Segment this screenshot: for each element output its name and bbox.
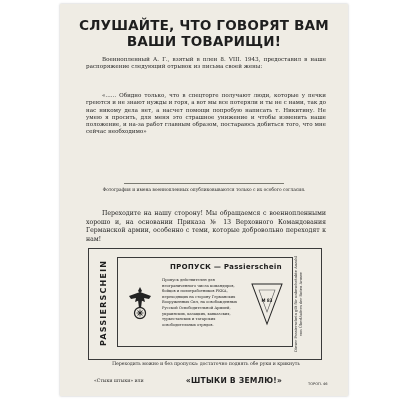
slogan-prefix: «Стыки штыки» или <box>94 379 144 384</box>
print-code: ТОРОП. 46 <box>308 382 328 386</box>
pass-title: ПРОПУСК — Passierschein <box>170 263 282 271</box>
leaflet-page <box>60 4 348 396</box>
intro-paragraph: Военнопленный А. Г., взятый в плен 8. VIII. 1943, предоставил в наше распоряжение следующий отрывок из письма своей жены: <box>86 57 326 71</box>
headline-line-1: СЛУШАЙТЕ, ЧТО ГОВОРЯТ ВАМ <box>79 18 329 34</box>
pass-vertical-note: Dieser Passierschein gilt für unbeschränkte Anzahl von Überläufern der Roten Armee <box>294 256 303 352</box>
pass-body-text: Пропуск действителен для неограниченного числа командиров, бойцов и политработников РККА, переходящих на сторону Германских Вооруженных Сил, на освобожденных Русской Освободительной Армией, украинских, казацких, кавказских, туркестанских и татарских освободительных отрядов. <box>162 278 237 327</box>
leaflet-headline <box>60 18 348 50</box>
appeal-paragraph: Переходите на нашу сторону! Мы обращаемся с военнопленными хорошо и, на основании Приказа № 13 Верховного Командования Германской армии, особенно с теми, которые добровольно переходят к нам! <box>86 210 326 243</box>
letter-quote: «...... Обидно только, что в спецторге получают люди, которые у печки греются и не знают нужды и горя, а вот мы все потеряли и ты не с нами, так до нас никому дела нет, а насчет помощи попробую написать т. Никитину. Не умею я просить, для меня это страшное унижение и чтобы изменить наше положение, и на-за работ главным образом, постараюсь добиться того, что мне сейчас необходимо» <box>86 93 326 136</box>
slogan: «ШТЫКИ В ЗЕМЛЮ!» <box>185 376 283 385</box>
slogan-row <box>86 376 326 388</box>
eagle-emblem-icon <box>126 284 154 320</box>
photo-note: Фотография и имена военнопленных опубликовываются только с их особого согласия. <box>102 188 306 193</box>
divider <box>124 183 284 184</box>
headline-line-2: ВАШИ ТОВАРИЩИ! <box>126 34 282 50</box>
pass-inner-frame <box>117 257 293 347</box>
pass-side-label: PASSIERSCHEIN <box>99 259 108 347</box>
pass-stamp <box>250 282 284 326</box>
footer-instruction: Переходить можно и без пропуска: достаточно поднять обе руки и крикнуть <box>112 362 300 367</box>
stamp-shape-icon <box>250 282 284 326</box>
stamp-label: M 83 <box>261 298 273 303</box>
passierschein-box <box>88 248 322 360</box>
